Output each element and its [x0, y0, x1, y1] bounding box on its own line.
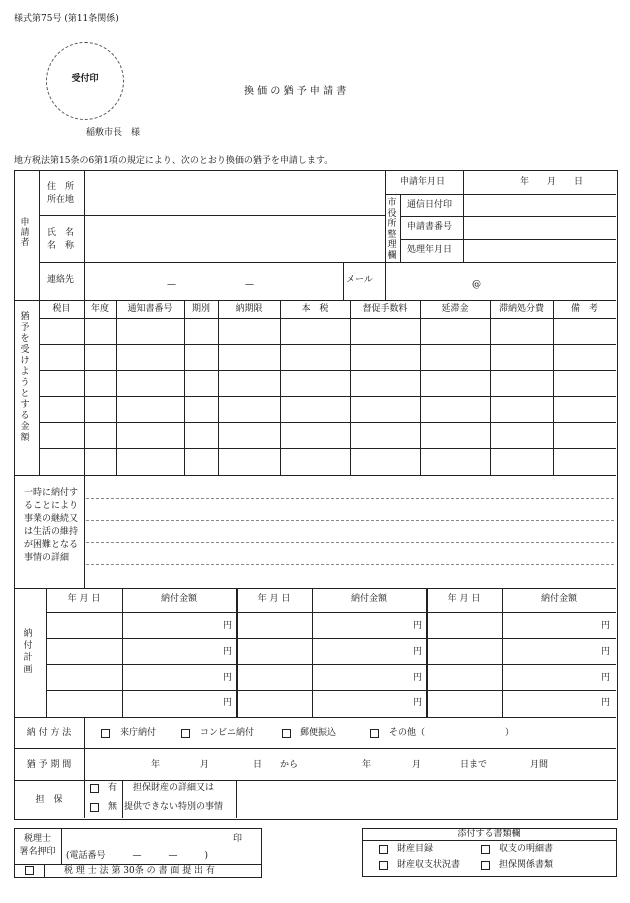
- months-count-field[interactable]: [490, 752, 528, 774]
- payment-method-label: 納 付 方 法: [26, 728, 72, 738]
- seal-mark: 印: [233, 834, 243, 844]
- end-year-field[interactable]: [320, 752, 360, 774]
- start-year-unit: 年: [151, 760, 161, 770]
- tax-accountant-phone: (電話番号 — — ): [66, 851, 209, 861]
- application-date-value[interactable]: 年 月 日: [520, 177, 584, 187]
- checkbox-article30-submitted[interactable]: [25, 866, 34, 875]
- checkbox-other-payment[interactable]: [370, 729, 379, 738]
- payment-plan-section-label: 納付計画: [23, 629, 33, 675]
- until-label: 日まで: [460, 760, 488, 770]
- application-date-label: 申請年月日: [400, 177, 446, 187]
- col-header-tax-item: 税目: [52, 304, 71, 314]
- yen-mark: 円: [413, 621, 423, 631]
- yen-mark: 円: [223, 621, 233, 631]
- intro-text: 地方税法第15条の6第1項の規定により、次のとおり換価の猶予を申請します。: [14, 156, 334, 166]
- col-header-principal-tax: 本 税: [301, 304, 329, 314]
- property-inventory-label: 財産目録: [397, 844, 434, 854]
- col-header-remarks: 備 考: [570, 304, 598, 314]
- start-year-field[interactable]: [110, 752, 150, 774]
- tax-accountant-label-1: 税理士: [23, 834, 51, 844]
- contact-phone-field[interactable]: [86, 264, 340, 298]
- reception-stamp-label: 受付印: [71, 74, 99, 84]
- tax-accountant-signature-field[interactable]: [63, 830, 228, 848]
- col-header-year: 年度: [90, 304, 109, 314]
- email-label: メール: [346, 275, 373, 285]
- yen-mark: 円: [223, 647, 233, 657]
- end-year-unit: 年: [362, 760, 372, 770]
- plan-date-header-3: 年 月 日: [447, 594, 481, 604]
- yen-mark: 円: [601, 698, 611, 708]
- plan-amount-header-3: 納付金額: [540, 594, 577, 604]
- circumstances-detail-field[interactable]: [86, 477, 614, 586]
- property-income-status-label: 財産収支状況書: [397, 860, 461, 870]
- collateral-label: 担 保: [35, 795, 63, 805]
- name-field[interactable]: [86, 217, 382, 260]
- contact-label: 連絡先: [47, 275, 75, 285]
- postal-transfer-label: 郵便振込: [300, 728, 337, 738]
- checkbox-collateral-documents[interactable]: [481, 861, 490, 870]
- months-label: 月間: [530, 760, 549, 770]
- yen-mark: 円: [413, 698, 423, 708]
- col-header-reminder-fee: 督促手数料: [362, 304, 408, 314]
- email-field[interactable]: [387, 264, 614, 298]
- other-payment-label: その他（: [389, 728, 426, 738]
- checkbox-in-person-payment[interactable]: [101, 729, 110, 738]
- income-expense-detail-label: 収支の明細書: [499, 844, 554, 854]
- collateral-detail-line1: 担保財産の詳細又は: [133, 783, 215, 793]
- yen-mark: 円: [413, 647, 423, 657]
- collateral-no-label: 無: [108, 802, 118, 812]
- application-number-label: 申請書番号: [407, 222, 453, 232]
- plan-amount-header-2: 納付金額: [350, 594, 387, 604]
- yen-mark: 円: [223, 673, 233, 683]
- tax-accountant-label-2: 署名押印: [19, 847, 56, 857]
- col-header-disposition-cost: 滞納処分費: [498, 304, 544, 314]
- collateral-detail-field[interactable]: [238, 782, 614, 816]
- checkbox-postal-transfer[interactable]: [282, 729, 291, 738]
- yen-mark: 円: [601, 673, 611, 683]
- attachments-title: 添付する書類欄: [457, 829, 521, 839]
- name-label-1: 氏 名: [47, 228, 75, 238]
- yen-mark: 円: [223, 698, 233, 708]
- col-header-delinquency-charge: 延滞金: [441, 304, 469, 314]
- start-month-unit: 月: [200, 760, 210, 770]
- email-at-mark: @: [472, 280, 481, 290]
- form-number: 様式第75号 (第11条関係): [14, 14, 119, 24]
- in-person-payment-label: 来庁納付: [120, 728, 157, 738]
- name-label-2: 名 称: [47, 241, 75, 251]
- from-label: から: [280, 760, 299, 770]
- correspondence-stamp-label: 通信日付印: [407, 200, 453, 210]
- phone-dash-2: —: [245, 280, 254, 290]
- amount-section-label: 猶予を受けようとする金額: [20, 312, 30, 443]
- deferral-period-label: 猶 予 期 間: [26, 760, 72, 770]
- other-payment-close: ）: [505, 728, 515, 738]
- col-header-notice-number: 通知書番号: [127, 304, 173, 314]
- plan-date-header-1: 年 月 日: [67, 594, 101, 604]
- plan-date-header-2: 年 月 日: [257, 594, 291, 604]
- checkbox-income-expense-detail[interactable]: [481, 845, 490, 854]
- collateral-documents-label: 担保関係書類: [499, 860, 554, 870]
- processing-date-label: 処理年月日: [407, 245, 453, 255]
- checkbox-convenience-store-payment[interactable]: [181, 729, 190, 738]
- other-payment-field[interactable]: [432, 724, 502, 740]
- col-header-due-date: 納期限: [235, 304, 263, 314]
- collateral-detail-line2: 提供できない特別の事情: [124, 802, 224, 812]
- applicant-section-label: 申請者: [20, 218, 30, 248]
- office-use-section-label: 市役所整理欄: [387, 198, 397, 261]
- checkbox-collateral-yes[interactable]: [90, 784, 99, 793]
- checkbox-property-inventory[interactable]: [379, 845, 388, 854]
- circumstances-label: 一時に納付することにより事業の継続又は生活の維持が困難となる事情の詳細: [24, 488, 79, 563]
- collateral-yes-label: 有: [108, 783, 118, 793]
- col-header-period: 期別: [191, 304, 210, 314]
- end-month-unit: 月: [412, 760, 422, 770]
- yen-mark: 円: [601, 621, 611, 631]
- address-label-1: 住 所: [47, 182, 75, 192]
- article30-label: 税 理 士 法 第 30条 の 書 面 提 出 有: [64, 866, 215, 876]
- yen-mark: 円: [601, 647, 611, 657]
- address-label-2: 所在地: [47, 195, 75, 205]
- yen-mark: 円: [413, 673, 423, 683]
- phone-dash-1: —: [167, 280, 176, 290]
- plan-amount-header-1: 納付金額: [160, 594, 197, 604]
- address-field[interactable]: [86, 172, 382, 213]
- start-day-unit: 日: [253, 760, 263, 770]
- addressee: 稲敷市長 様: [86, 128, 141, 138]
- checkbox-collateral-no[interactable]: [90, 803, 99, 812]
- page-title: 換 価 の 猶 予 申 請 書: [244, 86, 347, 97]
- convenience-store-label: コンビニ納付: [200, 728, 255, 738]
- checkbox-property-income-status[interactable]: [379, 861, 388, 870]
